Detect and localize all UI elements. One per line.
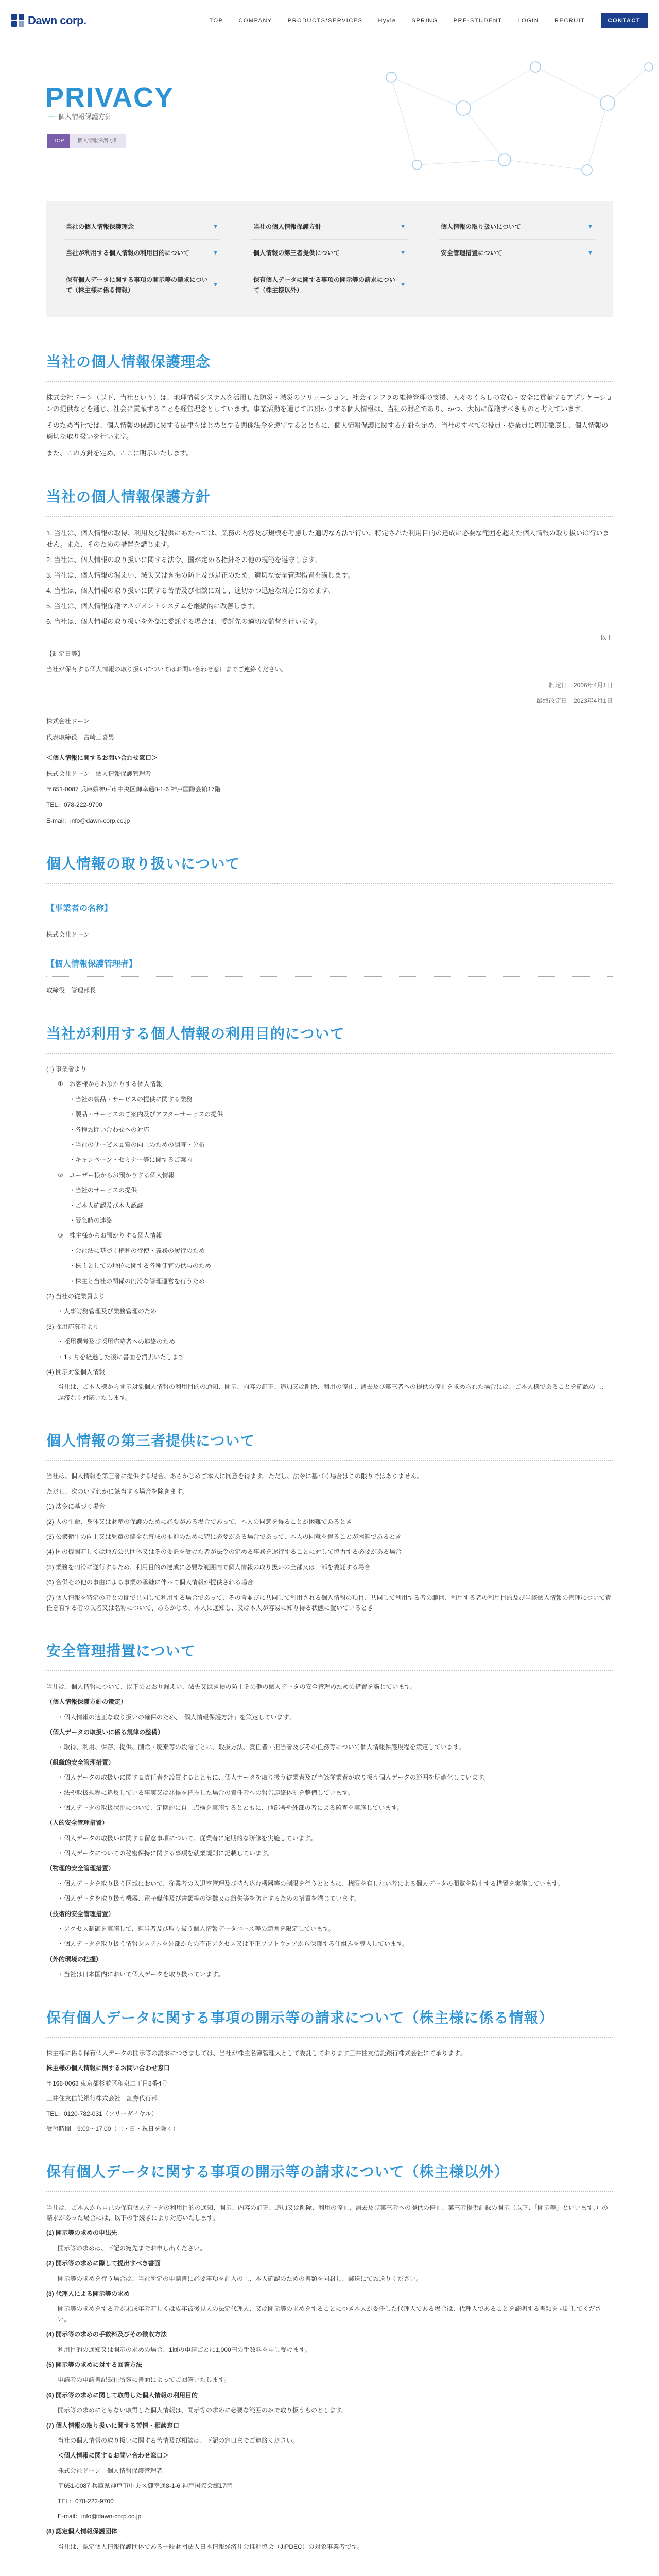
toc-link[interactable] — [64, 214, 220, 240]
text-line: ・株主と当社の関係の円滑な管理運営を行うため — [69, 1277, 205, 1285]
subheading: 【個人情報保護管理者】 — [46, 952, 613, 977]
text-heading: （個人情報保護方針の策定） — [46, 1698, 127, 1706]
text-heading: (1) 開示等の求めの申出先 — [46, 2229, 118, 2237]
chevron-down-icon: ▼ — [213, 250, 218, 257]
text-line: 開示等の求めにともない取得した個人情報は、開示等の求めに必要な範囲のみで取り扱うものとします。 — [58, 2406, 348, 2414]
logo-mark-icon — [11, 14, 25, 27]
list-item: 5. 当社は、個人情報保護マネジメントシステムを継続的に改善します。 — [46, 602, 260, 611]
text-line: 受付時間 9:00〜17:00（土・日・祝日を除く） — [46, 2125, 179, 2132]
text-line: ・キャンペーン・セミナー等に関するご案内 — [69, 1156, 193, 1164]
toc-label: 当社の個人情報保護理念 — [66, 223, 134, 230]
section-disclosure-shareholders — [46, 2009, 613, 2134]
chevron-down-icon: ▼ — [213, 281, 218, 288]
text-line: ③ 株主様からお預かりする個人情報 — [58, 1232, 162, 1240]
text-line: ・各種お問い合わせへの対応 — [69, 1126, 150, 1133]
site-logo[interactable] — [11, 11, 86, 30]
toc-link[interactable] — [251, 241, 408, 266]
subheading: 【事業者の名称】 — [46, 896, 613, 921]
text-line: (3) 採用応募者より — [46, 1323, 99, 1330]
chevron-down-icon: ▼ — [213, 223, 218, 230]
chevron-down-icon: ▼ — [400, 281, 406, 288]
text-line: TEL：0120-782-031（フリーダイヤル） — [46, 2110, 158, 2117]
text-line: ・法や取扱規程に違反している事実又は兆候を把握した場合の責任者への報告連絡体制を整備しています。 — [58, 1789, 354, 1797]
contact-email[interactable]: E-mail：info@dawn-corp.co.jp — [58, 2512, 142, 2520]
section-title: 個人情報の第三者提供について — [46, 1432, 613, 1461]
text-line: (1) 法令に基づく場合 — [46, 1503, 106, 1511]
text-line: TEL：078-222-9700 — [58, 2497, 114, 2505]
breadcrumb — [47, 134, 126, 148]
end-mark: 以上 — [600, 634, 613, 642]
text-line: 開示等の求めは、下記の宛先までお申し出ください。 — [58, 2244, 206, 2252]
text-heading: （外的環境の把握） — [46, 1955, 102, 1963]
text-line: 〒168-0063 東京都杉並区和泉二丁目8番4号 — [46, 2079, 168, 2087]
chevron-down-icon: ▼ — [587, 250, 593, 257]
main-content — [0, 353, 659, 2552]
text-line: 当社は、個人情報を第三者に提供する場合、あらかじめご本人に同意を得ます。ただし、法令に基づく場合はこの限りではありません。 — [46, 1472, 423, 1480]
text-line: 〒651-0087 兵庫県神戸市中央区御幸通8-1-6 神戸国際会館17階 — [58, 2482, 232, 2490]
text-line: (5) 業務を円滑に遂行するため、利用目的の達成に必要な範囲内で個人情報の取り扱いの全部又は一部を委託する場合 — [46, 1563, 371, 1571]
global-nav — [210, 13, 648, 29]
toc-label: 個人情報の取り扱いについて — [441, 223, 521, 230]
page-subtitle — [48, 111, 115, 123]
text-line: ・会社法に基づく権利の行使・義務の履行のため — [69, 1247, 205, 1255]
toc-link[interactable] — [439, 214, 595, 240]
toc-label: 当社が利用する個人情報の利用目的について — [66, 249, 189, 257]
chevron-down-icon: ▼ — [587, 223, 593, 230]
text-line: (7) 個人情報を特定の者との間で共同して利用する場合であって、その旨並びに共同して利用される個人情報の項目、共同して利用する者の範囲、利用する者の利用目的及び当該個人情報の管理について責任を有する者の氏名又は名称について、あらかじめ、本人に通知し、又は本人が容易に知り得る状態に置いているとき — [46, 1594, 612, 1612]
nav-recruit[interactable]: RECRUIT — [554, 17, 585, 24]
text-line: ・個人データを取り扱う機器、電子媒体及び書類等の盗難又は紛失等を防止するための措置を講じています。 — [58, 1895, 360, 1903]
nav-prestudent[interactable]: PRE-STUDENT — [453, 17, 502, 24]
text-line: ・当社のサービス品質の向上のための調査・分析 — [69, 1141, 205, 1149]
section-title: 当社が利用する個人情報の利用目的について — [46, 1025, 613, 1054]
list-item: 3. 当社は、個人情報の漏えい、滅失又はき損の防止及び是正のため、適切な安全管理措置を講じます。 — [46, 571, 354, 580]
toc-label: 保有個人データに関する事項の開示等の請求について（株主様に係る情報） — [66, 276, 208, 294]
text-line: ・1ヶ月を経過した後に書面を消去いたします — [58, 1353, 185, 1361]
text-line: 三井住友信託銀行株式会社 証券代行部 — [46, 2095, 158, 2103]
toc-label: 当社の個人情報保護方針 — [253, 223, 322, 230]
text-line: (4) 国の機関若しくは地方公共団体又はその委託を受けた者が法令の定める事務を遂行することに対して協力する必要がある場合 — [46, 1548, 402, 1556]
text-line: 申請者の申請書記載住所宛に書面によってご回答いたします。 — [58, 2376, 231, 2384]
text-heading: （個人データの取扱いに係る規律の整備） — [46, 1728, 164, 1736]
policy-list — [46, 528, 613, 628]
revised-date: 最終改定日 2023年4月1日 — [536, 697, 613, 705]
value: 株式会社ドーン — [46, 930, 90, 938]
text-line: (2) 当社の従業員より — [46, 1292, 106, 1300]
paragraph: そのため当社では、個人情報の保護に関する法律をはじめとする関係法令を遵守するとともに、個人情報保護に関する方針を定め、当社のすべての役員・従業員に周知徹底し、個人情報の適切な取り扱いを行います。 — [46, 421, 609, 441]
text-line: ・人事労務管理及び業務管理のため — [58, 1308, 157, 1315]
nav-spring[interactable]: SPRING — [411, 17, 438, 24]
section-third-party — [46, 1432, 613, 1613]
text-line: 当社は、個人情報について、以下のとおり漏えい、滅失又はき損の防止その他の個人データの安全管理のための措置を講じています。 — [46, 1683, 417, 1690]
text-line: ただし、次のいずれかに該当する場合を除きます。 — [46, 1487, 188, 1495]
text-line: (2) 人の生命、身体又は財産の保護のために必要がある場合であって、本人の同意を得ることが困難であるとき — [46, 1518, 352, 1526]
text-line: 開示等の求めをする者が未成年者若しくは成年被後見人の法定代理人、又は開示等の求めをすることにつき本人が委任した代理人である場合は、代理人であることを証明する書類を同封してください。 — [58, 2305, 601, 2323]
nav-products[interactable]: PRODUCTS/SERVICES — [287, 17, 363, 24]
text-line: 当社の個人情報の取り扱いに関する苦情及び相談は、下記の窓口までご連絡ください。 — [58, 2436, 299, 2444]
contact-title: ＜個人情報に関するお問い合わせ窓口＞ — [58, 2452, 169, 2460]
text-line: ② ユーザー様からお預かりする個人情報 — [58, 1171, 175, 1179]
contact-line: 〒651-0087 兵庫県神戸市中央区御幸通8-1-6 神戸国際会館17階 — [46, 785, 221, 793]
toc-label: 安全管理措置について — [441, 249, 502, 257]
text-line: 株主様に係る保有個人データの開示等の請求につきましては、当社が株主名簿管理人として委託しております三井住友信託銀行株式会社にて承ります。 — [46, 2049, 466, 2057]
text-line: 開示等の求めを行う場合は、当社所定の申請書に必要事項を記入の上、本人確認のための書類を同封し、郵送にてお送りください。 — [58, 2275, 423, 2282]
text-line: ・取得、利用、保存、提供、削除・廃棄等の段階ごとに、取扱方法、責任者・担当者及びその任務等について個人情報保護規程を策定しています。 — [58, 1743, 465, 1751]
text-line: (6) 合併その他の事由による事業の承継に伴って個人情報が提供される場合 — [46, 1579, 254, 1586]
section-purpose — [46, 1025, 613, 1403]
section-title: 保有個人データに関する事項の開示等の請求について（株主様に係る情報） — [46, 2009, 613, 2038]
text-heading: (5) 開示等の求めに対する回答方法 — [46, 2361, 143, 2368]
text-line: 当社は、認定個人情報保護団体である一般財団法人日本情報経済社会推進協会（JIPDEC）の対象事業者です。 — [58, 2543, 363, 2550]
toc-link[interactable] — [64, 241, 220, 266]
section-title: 個人情報の取り扱いについて — [46, 855, 613, 884]
text-line: ・個人データの取扱いに関する留意事項について、従業者に定期的な研修を実施しています。 — [58, 1834, 317, 1842]
text-line: ・個人データを取り扱う情報システムを外部からの不正アクセス又は不正ソフトウェアから保護する仕組みを導入しています。 — [58, 1940, 409, 1948]
section-title: 当社の個人情報保護方針 — [46, 488, 613, 517]
text-heading: (6) 開示等の求めに関して取得した個人情報の利用目的 — [46, 2391, 198, 2399]
toc-link[interactable] — [251, 267, 408, 303]
text-line: ・採用選考及び採用応募者への連絡のため — [58, 1338, 176, 1346]
section-policy — [46, 488, 613, 826]
note: 当社が保有する個人情報の取り扱いについてはお問い合わせ窓口までご連絡ください。 — [46, 666, 287, 673]
section-title: 当社の個人情報保護理念 — [46, 353, 613, 382]
text-line: ・当社の製品・サービスの提供に関する業務 — [69, 1095, 193, 1103]
established-date: 制定日 2006年4月1日 — [548, 681, 613, 689]
contact-title: ＜個人情報に関するお問い合わせ窓口＞ — [46, 754, 158, 762]
text-line: ・製品・サービスのご案内及びアフターサービスの提供 — [69, 1111, 223, 1118]
text-line: ・個人データを取り扱う区域において、従業者の入退室管理及び持ち込む機器等の制限を行うとともに、権限を有しない者による個人データの閲覧を防止する措置を実施しています。 — [58, 1879, 564, 1887]
network-illustration-icon — [371, 46, 659, 201]
text-line: ・当社は日本国内において個人データを取り扱っています。 — [58, 1971, 224, 1978]
text-line: ① お客様からお預かりする個人情報 — [58, 1080, 162, 1088]
toc-link[interactable] — [251, 214, 408, 240]
breadcrumb-current: 個人情報保護方針 — [70, 134, 126, 148]
subtitle-text: 個人情報保護方針 — [58, 113, 112, 121]
nav-company[interactable]: COMPANY — [238, 17, 272, 24]
text-line: ・株主としての地位に関する各種便宜の供与のため — [69, 1262, 212, 1270]
subtitle-mark: — — [48, 113, 55, 121]
table-of-contents — [46, 201, 613, 317]
nav-login[interactable]: LOGIN — [517, 17, 540, 24]
text-line: 利用目的の通知又は開示の求めの場合、1回の申請ごとに1,000円の手数料を申し受けます。 — [58, 2346, 311, 2353]
page-title: PRIVACY — [45, 82, 175, 113]
text-line: ・個人情報の適正な取り扱いの確保のため、「個人情報保護方針」を策定しています。 — [58, 1713, 295, 1721]
value: 取締役 管理部長 — [46, 987, 96, 994]
text-heading: （技術的安全管理措置） — [46, 1910, 115, 1918]
contact-button[interactable]: CONTACT — [601, 13, 648, 29]
text-line: ・個人データの取扱いに関する責任者を設置するとともに、個人データを取り扱う従業者及び当該従業者が取り扱う個人データの範囲を明確化しています。 — [58, 1774, 490, 1782]
text-heading: (7) 個人情報の取り扱いに関する苦情・相談窓口 — [46, 2421, 180, 2429]
section-disclosure-others — [46, 2163, 613, 2552]
contact-line: 株式会社ドーン 個人情報保護管理者 — [46, 770, 151, 777]
text-line: 株式会社ドーン 個人情報保護管理者 — [58, 2467, 163, 2475]
text-heading: (8) 認定個人情報保護団体 — [46, 2528, 118, 2535]
hero — [0, 41, 659, 201]
list-item: 6. 当社は、個人情報の取り扱いを外部に委託する場合は、委託先の適切な監督を行います。 — [46, 618, 321, 626]
toc-link[interactable] — [64, 267, 220, 303]
text-line: (4) 開示対象個人情報 — [46, 1368, 106, 1376]
toc-link[interactable] — [439, 241, 595, 266]
text-line: 当社は、ご本人様から開示対象個人情報の利用目的の通知、開示、内容の訂正、追加又は削除、利用の停止、消去及び第三者への提供の停止を求められた場合には、ご本人様であることを確認の上、遅滞なく対応いたします。 — [58, 1383, 608, 1401]
section-philosophy — [46, 353, 613, 460]
text-line: ・アクセス制御を実施して、担当者及び取り扱う個人情報データベース等の範囲を限定しています。 — [58, 1925, 335, 1933]
section-handling — [46, 855, 613, 996]
contact-email[interactable]: E-mail：info@dawn-corp.co.jp — [46, 817, 130, 824]
list-item: 4. 当社は、個人情報の取り扱いに関する苦情及び相談に対し、適切かつ迅速な対応に努めます。 — [46, 587, 335, 595]
nav-top[interactable]: TOP — [209, 17, 223, 24]
note-label: 【制定日等】 — [46, 650, 84, 657]
paragraph: 株式会社ドーン（以下、当社という）は、地理情報システムを活用した防災・減災のソリューション、社会インフラの維持管理の支援、人々のくらしの安心・安全に貢献するアプリケーションの提供などを通じ、社会に貢献することを経営理念としています。事業活動を通じてお預かりする個人情報は、当社の財産であり、かつ、大切に保護すべきものと考えています。 — [46, 393, 613, 413]
text-heading: (3) 代理人による開示等の求め — [46, 2290, 130, 2298]
representative: 代表取締役 宮崎三喜男 — [46, 733, 115, 741]
company-name: 株式会社ドーン — [46, 718, 90, 725]
breadcrumb-home[interactable]: TOP — [47, 134, 70, 148]
toc-label: 保有個人データに関する事項の開示等の請求について（株主様以外） — [253, 276, 395, 294]
text-line: 当社は、ご本人から自己の保有個人データの利用目的の通知、開示、内容の訂正、追加又は削除、利用の停止、消去及び第三者への提供の停止、第三者提供記録の開示（以下、「開示等」といいます。）の請求があった場合には、以下の手続きにより対応いたします。 — [46, 2204, 609, 2222]
nav-hyvie[interactable]: Hyvie — [378, 17, 396, 24]
contact-line: TEL：078-222-9700 — [46, 801, 102, 809]
text-line: ・当社のサービスの提供 — [69, 1187, 137, 1194]
chevron-down-icon: ▼ — [400, 250, 406, 257]
paragraph: また、この方針を定め、ここに明示いたします。 — [46, 449, 193, 457]
text-line: (1) 事業者より — [46, 1065, 87, 1073]
text-heading: （組織的安全管理措置） — [46, 1758, 115, 1766]
list-item: 2. 当社は、個人情報の取り扱いに関する法令、国が定める指針その他の規範を遵守します。 — [46, 556, 321, 564]
text-line: ・ご本人確認及び本人認証 — [69, 1201, 144, 1209]
site-header — [0, 0, 659, 41]
text-heading: （人的安全管理措置） — [46, 1819, 109, 1827]
text-heading: 株主様の個人情報に関するお問い合わせ窓口 — [46, 2064, 170, 2072]
text-heading: （物理的安全管理措置） — [46, 1865, 115, 1872]
chevron-down-icon: ▼ — [400, 223, 406, 230]
toc-label: 個人情報の第三者提供について — [253, 249, 340, 257]
section-title: 安全管理措置について — [46, 1642, 613, 1671]
text-line: ・緊急時の連絡 — [69, 1217, 113, 1224]
section-security — [46, 1642, 613, 1979]
text-line: ・個人データについての秘密保持に関する事項を就業規則に記載しています。 — [58, 1850, 273, 1857]
section-title: 保有個人データに関する事項の開示等の請求について（株主様以外） — [46, 2163, 613, 2192]
logo-text: Dawn corp. — [28, 14, 86, 27]
list-item: 1. 当社は、個人情報の取得、利用及び提供にあたっては、業務の内容及び規模を考慮した適切な方法で行い、特定された利用目的の達成に必要な範囲を超えた個人情報の取り扱いは行いません。また、そのための措置を講じます。 — [46, 529, 610, 548]
text-line: ・個人データの取扱状況について、定期的に自己点検を実施するとともに、他部署や外部の者による監査を実施しています。 — [58, 1804, 403, 1811]
text-heading: (4) 開示等の求めの手数料及びその徴収方法 — [46, 2331, 167, 2338]
text-line: (3) 公衆衛生の向上又は児童の健全な育成の推進のために特に必要がある場合であって、本人の同意を得ることが困難であるとき — [46, 1533, 402, 1541]
text-heading: (2) 開示等の求めに際して提出すべき書面 — [46, 2260, 161, 2267]
